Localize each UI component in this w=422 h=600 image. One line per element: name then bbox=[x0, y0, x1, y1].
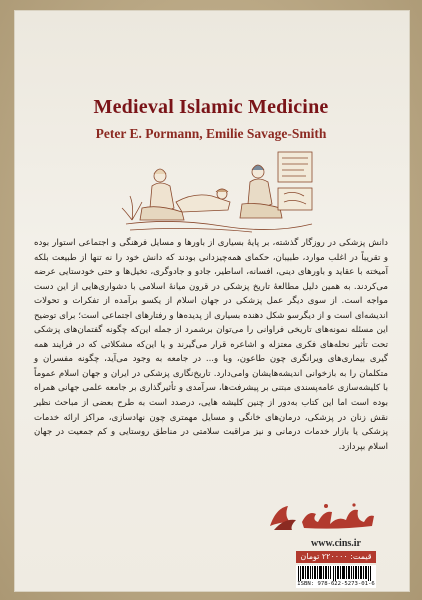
publisher-logo bbox=[268, 500, 378, 534]
barcode-icon bbox=[298, 566, 374, 581]
blurb-text: دانش پزشکی در روزگار گذشته، بر پایهٔ بسیاری از باورها و مسایل فرهنگی و اجتماعی استوار بوده و تقریباً در اغلب موارد، طبیبان، حکمای همه‌چیزدانی بودند که دانش خود را نه تنها از طبیعت بلکه آمیخته با عقاید و باورهای دینی، افسانه، اساطیر، جادو و جادوگری، تخیل‌ها و حتی خودستایی عرضه می‌کردند. به همین دلیل مطالعهٔ تاریخ پزشکی در قرون میانهٔ اسلامی با دشواری‌هایی از این دست مواجه است. از سوی دیگر عمل پزشکی در جهان اسلام از یکسو برآمده از تفکرات و تحولات اندیشه‌ای است و از دیگرسو شکل دهنده بسیاری از پدیده‌ها و رفتارهای اجتماعی است؛ برای توضیح این مسئله نمونه‌های تاریخی فراوانی را می‌توان برشمرد از جمله این‌که چگونه گفتمان‌های پزشکی تحت تأثیر نحله‌های فکری معتزله و اشاعره قرار می‌گیرند و یا این‌که مشکلاتی که در فرایند همه گیری بیماری‌های ویرانگری چون طاعون، وبا و... در جامعه به وجود می‌آید، چگونه مفسران و متکلمان را به بازخوانی اندیشه‌هایشان وامی‌دارد. تاریخ‌نگاری پزشکی در ایران و جهان اسلام عموماً با کلیشه‌سازی عامه‌پسندی مبتنی بر پیشرفت‌ها، سرآمدی و تأثیرگذاری بر جامعه علمی جهانی همراه بوده است اما این کتاب به‌دور از چنین کلیشه هایی، درصدد است به طرح بعضی از مباحث نظیر نقش زنان در پزشکی، درمان‌های خانگی و مسایل مهمتری چون نهادسازی، مراکز ارائه خدمات پزشکی یا بازار خدمات درمانی و نیز مراقبت سلامتی در مناطق روستایی و کم جمعیت در جهان اسلام بپردازد. bbox=[34, 238, 388, 452]
isbn-number: ISBN: 978-622-5273-01-6 bbox=[297, 581, 375, 587]
publisher-website: www.cins.ir bbox=[311, 538, 361, 549]
book-authors: Peter E. Pormann, Emilie Savage-Smith bbox=[95, 126, 327, 141]
price-label: قیمت: ۲۲۰۰۰۰ تومان bbox=[296, 551, 376, 563]
manuscript-illustration bbox=[112, 146, 318, 234]
book-title: Medieval Islamic Medicine bbox=[93, 96, 329, 118]
barcode bbox=[296, 565, 376, 588]
